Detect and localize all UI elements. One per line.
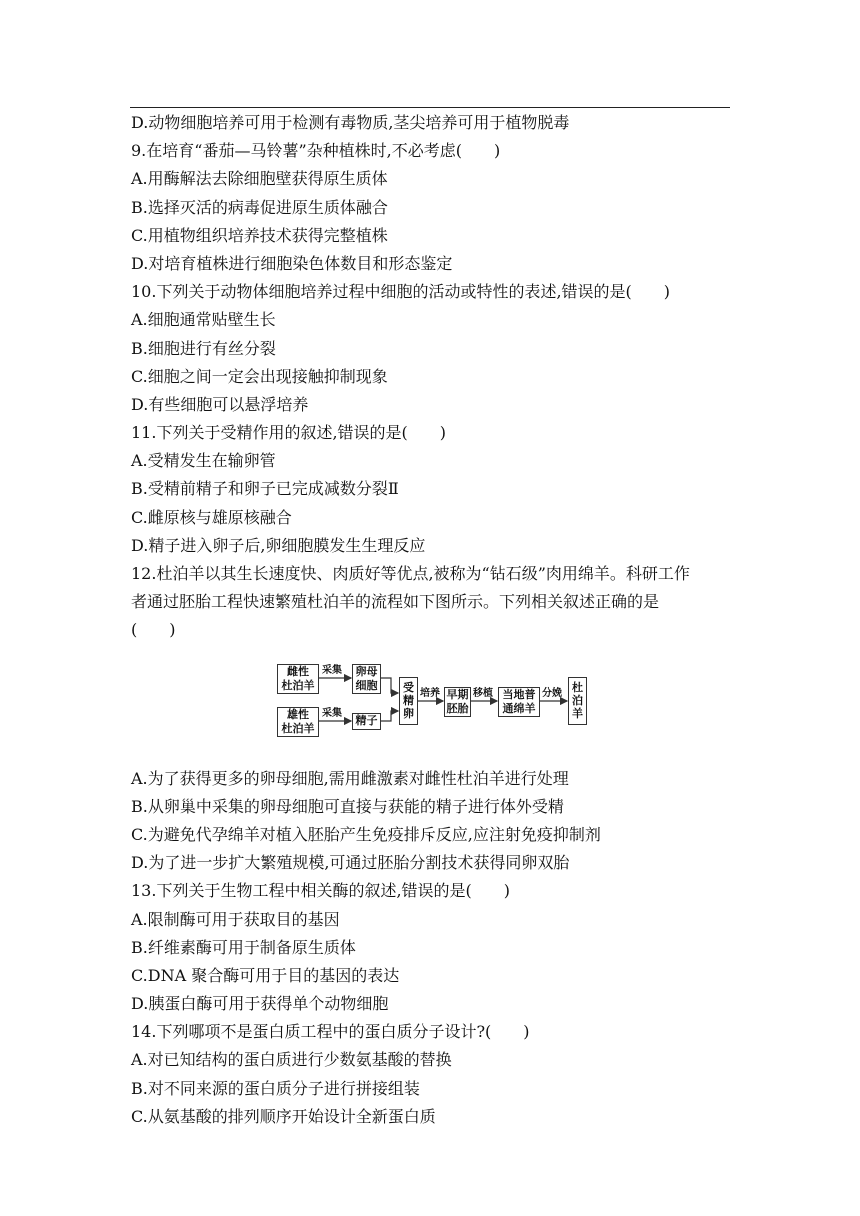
recipient-ewe-label: 当地普 通绵羊 (502, 687, 536, 715)
zygote-box (399, 677, 418, 725)
sperm-label: 精子 (355, 714, 378, 728)
collect-label-2: 采集 (322, 707, 342, 719)
option-line: C.DNA 聚合酶可用于目的基因的表达 (131, 965, 400, 985)
flow-arrows (131, 645, 731, 765)
question-9-stem: 9.在培育“番茄—马铃薯”杂种植株时,不必考虑( ) (131, 141, 501, 161)
sperm-box (352, 713, 381, 730)
early-embryo-label: 早期 胚胎 (446, 687, 469, 715)
option-line: A.限制酶可用于获取目的基因 (131, 909, 340, 929)
question-11-stem: 11.下列关于受精作用的叙述,错误的是( ) (131, 423, 447, 443)
text-line: D.动物细胞培养可用于检测有毒物质,茎尖培养可用于植物脱毒 (131, 113, 570, 132)
option-line: A.受精发生在输卵管 (131, 451, 276, 471)
question-13-stem: 13.下列关于生物工程中相关酶的叙述,错误的是( ) (131, 881, 511, 901)
lines-top (131, 109, 731, 645)
breeding-flow-diagram (131, 645, 731, 765)
oocyte-label: 卵母 细胞 (355, 664, 378, 692)
option-line: C.用植物组织培养技术获得完整植株 (131, 225, 388, 245)
question-12-stem-cont: 者通过胚胎工程快速繁殖杜泊羊的流程如下图所示。下列相关叙述正确的是 (131, 592, 660, 612)
option-line: A.用酶解法去除细胞壁获得原生质体 (131, 169, 388, 189)
option-line: C.从氨基酸的排列顺序开始设计全新蛋白质 (131, 1106, 436, 1126)
option-line: A.对已知结构的蛋白质进行少数氨基酸的替换 (131, 1050, 452, 1070)
question-12-blank: ( ) (131, 620, 176, 640)
option-line: B.纤维素酶可用于制备原生质体 (131, 937, 356, 957)
lines-bottom (131, 765, 731, 1131)
zygote-label: 受 精 卵 (403, 681, 414, 721)
male-sheep-box (277, 707, 319, 737)
recipient-ewe-box (498, 687, 540, 717)
option-line: C.雌原核与雄原核融合 (131, 507, 292, 527)
option-line: B.对不同来源的蛋白质分子进行拼接组装 (131, 1078, 420, 1098)
question-content (131, 109, 731, 1131)
option-line: D.胰蛋白酶可用于获得单个动物细胞 (131, 994, 389, 1014)
question-12-stem: 12.杜泊羊以其生长速度快、肉质好等优点,被称为“钻石级”肉用绵羊。科研工作 (131, 564, 690, 583)
question-10-stem: 10.下列关于动物体细胞培养过程中细胞的活动或特性的表述,错误的是( ) (131, 282, 671, 302)
option-line: B.从卵巢中采集的卵母细胞可直接与获能的精子进行体外受精 (131, 796, 564, 816)
arrow-sperm-zygote (381, 711, 398, 721)
header-rule (130, 107, 730, 108)
option-line: D.对培育植株进行细胞染色体数目和形态鉴定 (131, 253, 453, 273)
option-line: B.选择灭活的病毒促进原生质体融合 (131, 197, 388, 217)
male-sheep-label: 雄性 杜泊羊 (281, 707, 315, 735)
oocyte-box (352, 664, 381, 694)
early-embryo-box (444, 687, 471, 717)
option-line: D.有些细胞可以悬浮培养 (131, 394, 309, 414)
collect-label-1: 采集 (322, 664, 342, 676)
option-line: B.受精前精子和卵子已完成减数分裂Ⅱ (131, 479, 399, 499)
option-line: A.细胞通常贴壁生长 (131, 310, 276, 330)
question-14-stem: 14.下列哪项不是蛋白质工程中的蛋白质分子设计?( ) (131, 1022, 530, 1042)
offspring-box (568, 677, 587, 725)
female-sheep-label: 雌性 杜泊羊 (281, 664, 315, 692)
female-sheep-box (277, 664, 319, 694)
option-line: D.精子进入卵子后,卵细胞膜发生生理反应 (131, 535, 426, 555)
option-line: C.细胞之间一定会出现接触抑制现象 (131, 366, 388, 386)
option-line: B.细胞进行有丝分裂 (131, 338, 276, 358)
offspring-label: 杜 泊 羊 (572, 681, 583, 721)
birth-label: 分娩 (542, 687, 562, 699)
option-line: C.为避免代孕绵羊对植入胚胎产生免疫排斥反应,应注射免疫抑制剂 (131, 824, 601, 844)
transfer-label: 移植 (473, 687, 493, 699)
option-line: D.为了进一步扩大繁殖规模,可通过胚胎分割技术获得同卵双胎 (131, 853, 570, 873)
culture-label: 培养 (420, 687, 440, 699)
arrow-oocyte-zygote (381, 678, 398, 693)
option-line: A.为了获得更多的卵母细胞,需用雌激素对雌性杜泊羊进行处理 (131, 768, 569, 788)
